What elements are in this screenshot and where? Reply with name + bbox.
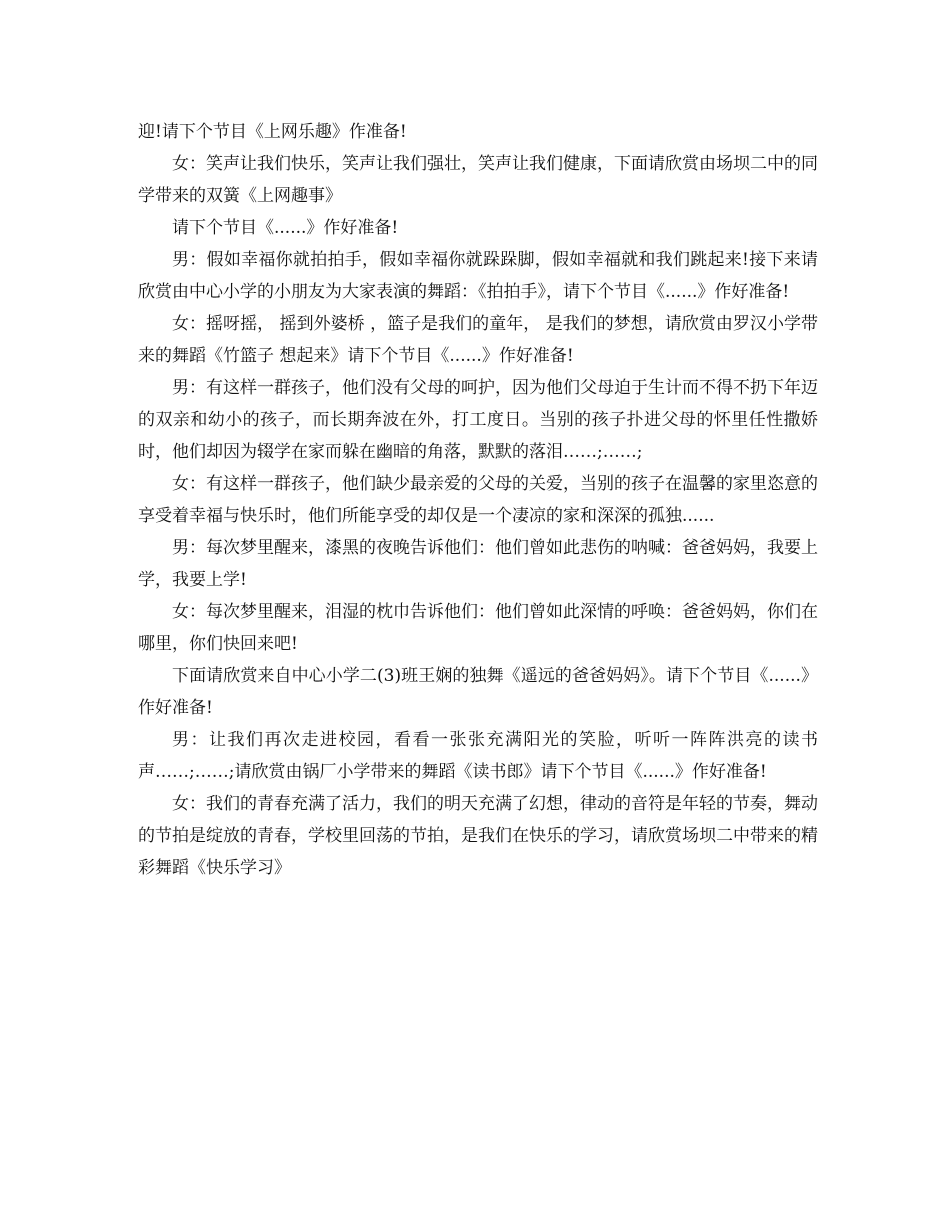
paragraph: 女：我们的青春充满了活力，我们的明天充满了幻想，律动的音符是年轻的节奏，舞动的节拍是绽放的青春，学校里回荡的节拍，是我们在快乐的学习，请欣赏场坝二中带来的精彩舞蹈《快乐学习》: [138, 794, 818, 878]
document-body: [138, 116, 818, 884]
paragraph: 迎!请下个节目《上网乐趣》作准备!: [138, 122, 407, 142]
paragraph: 女：有这样一群孩子，他们缺少最亲爱的父母的关爱，当别的孩子在温馨的家里恣意的享受着幸福与快乐时，他们所能享受的却仅是一个凄凉的家和深深的孤独......: [138, 474, 818, 526]
paragraph: 女：摇呀摇， 摇到外婆桥 ，篮子是我们的童年， 是我们的梦想，请欣赏由罗汉小学带来的舞蹈《竹篮子 想起来》请下个节目《......》作好准备!: [138, 314, 818, 366]
paragraph: 女：每次梦里醒来，泪湿的枕巾告诉他们：他们曾如此深情的呼唤：爸爸妈妈，你们在哪里，你们快回来吧!: [138, 602, 818, 654]
paragraph: 男：让我们再次走进校园，看看一张张充满阳光的笑脸，听听一阵阵洪亮的读书声……;……;请欣赏由锅厂小学带来的舞蹈《读书郎》请下个节目《......》作好准备!: [138, 730, 818, 782]
paragraph: 男：假如幸福你就拍拍手，假如幸福你就跺跺脚，假如幸福就和我们跳起来!接下来请欣赏由中心小学的小朋友为大家表演的舞蹈：《拍拍手》，请下个节目《......》作好准备!: [138, 250, 818, 302]
paragraph: 男：有这样一群孩子，他们没有父母的呵护，因为他们父母迫于生计而不得不扔下年迈的双亲和幼小的孩子，而长期奔波在外，打工度日。当别的孩子扑进父母的怀里任性撒娇时，他们却因为辍学在家而躲在幽暗的角落，默默的落泪……;……;: [138, 378, 818, 462]
paragraph: 请下个节目《......》作好准备!: [172, 218, 399, 238]
paragraph: 男：每次梦里醒来，漆黑的夜晚告诉他们：他们曾如此悲伤的呐喊：爸爸妈妈，我要上学，我要上学!: [138, 538, 818, 590]
paragraph: 下面请欣赏来自中心小学二(3)班王娴的独舞《遥远的爸爸妈妈》。请下个节目《......》作好准备!: [138, 666, 818, 718]
paragraph: 女：笑声让我们快乐，笑声让我们强壮，笑声让我们健康，下面请欣赏由场坝二中的同学带来的双簧《上网趣事》: [138, 154, 818, 206]
